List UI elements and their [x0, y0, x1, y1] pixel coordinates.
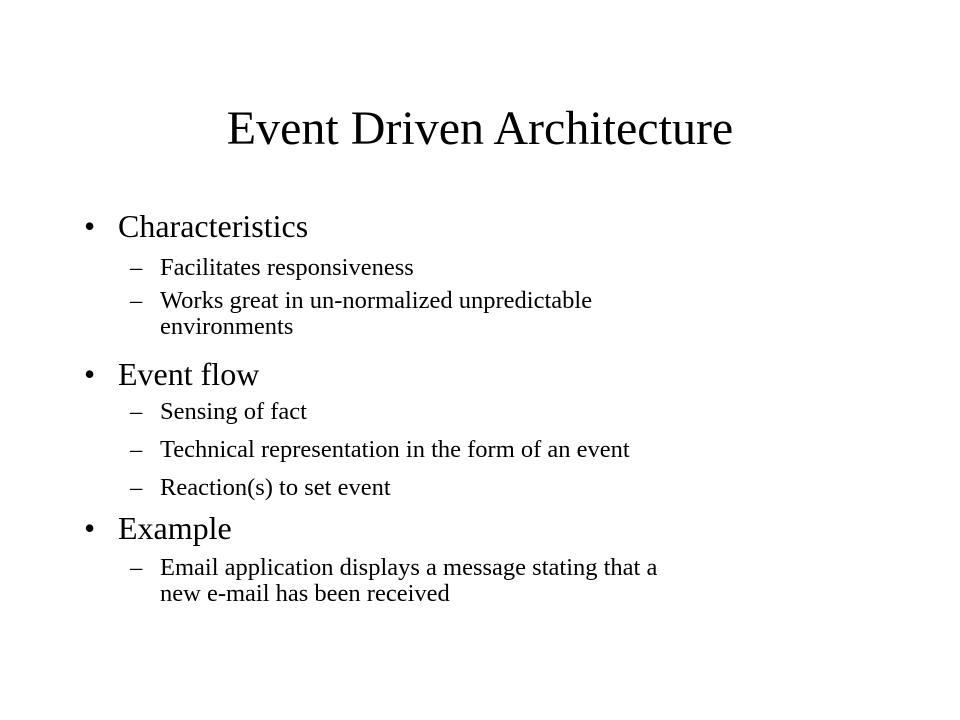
sub-bullet-text: Technical representation in the form of an event [160, 436, 630, 463]
sub-bullet [130, 254, 414, 281]
sub-bullet [130, 554, 658, 607]
sub-bullet [130, 287, 593, 340]
bullet-heading: Characteristics [118, 208, 309, 244]
bullet-characteristics [84, 206, 309, 246]
sub-bullet-text: Facilitates responsiveness [160, 254, 414, 281]
sub-bullet-text: Works great in un-normalized unpredictable [160, 287, 593, 314]
dash-marker: – [130, 287, 143, 314]
bullet-example [84, 508, 232, 548]
bullet-heading: Event flow [118, 356, 260, 392]
sub-bullet-text: Sensing of fact [160, 398, 307, 425]
sub-bullet [130, 398, 307, 425]
dash-marker: – [130, 398, 143, 425]
dash-marker: – [130, 474, 143, 501]
dash-marker: – [130, 254, 143, 281]
bullet-heading: Example [118, 510, 232, 546]
dash-marker: – [130, 554, 143, 581]
sub-bullet-text: new e-mail has been received [160, 580, 450, 607]
sub-bullet-text: Email application displays a message stating that a [160, 554, 658, 581]
sub-bullet [130, 474, 391, 501]
bullet-event-flow [84, 354, 260, 394]
bullet-marker: • [84, 356, 96, 392]
sub-bullet-text: Reaction(s) to set event [160, 474, 391, 501]
bullet-marker: • [84, 510, 96, 546]
bullet-marker: • [84, 208, 96, 244]
sub-bullet-text: environments [160, 313, 294, 340]
slide-title: Event Driven Architecture [226, 102, 734, 155]
sub-bullet [130, 436, 630, 463]
dash-marker: – [130, 436, 143, 463]
